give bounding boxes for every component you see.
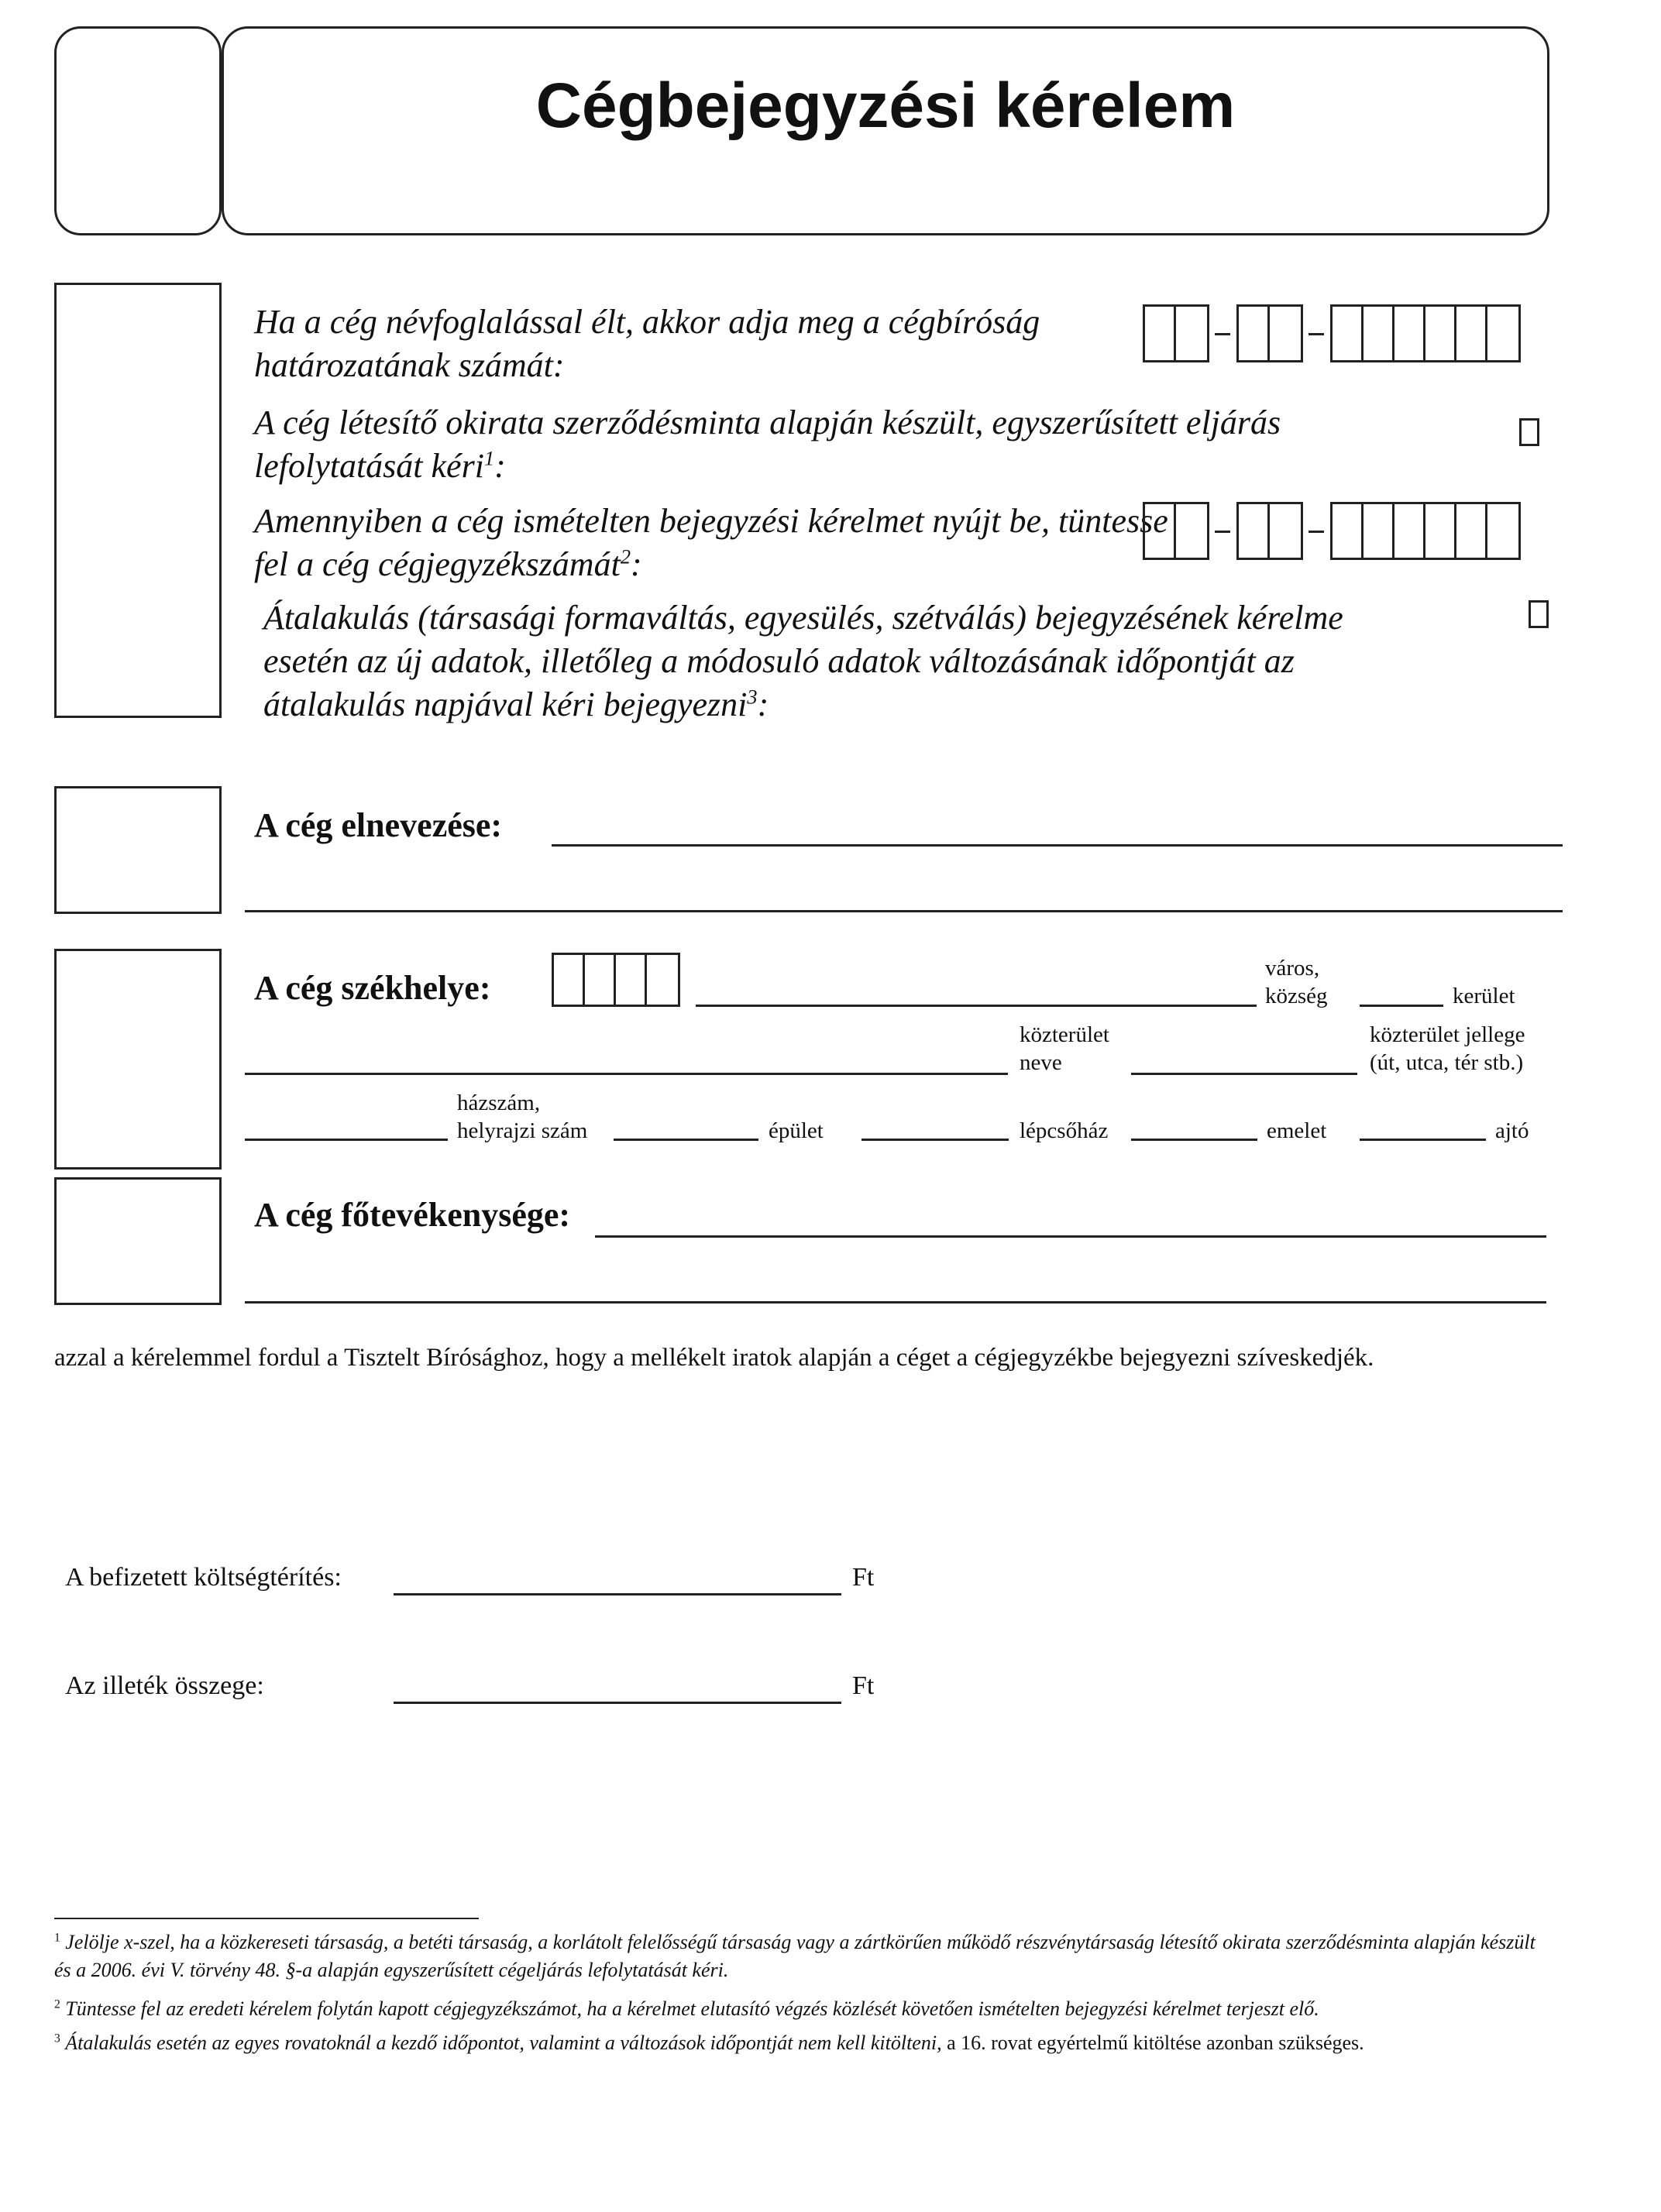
footnote-2 — [54, 1995, 1549, 2023]
city-label-line2: község — [1265, 984, 1328, 1008]
simplified-procedure-question — [254, 401, 1370, 488]
district-label: kerület — [1453, 984, 1515, 1008]
footnote-3-text-italic: Átalakulás esetén az egyes rovatoknál a kezdő időpontot, valamint a változások időpontját nem kell kitölteni, — [65, 2032, 942, 2054]
dash — [1215, 333, 1230, 335]
dash — [1309, 333, 1324, 335]
footnote-1-text: Jelölje x-szel, ha a közkereseti társaság, a betéti társaság, a korlátolt felelősségű társaság vagy a zártkörűen működő részvénytársaság létesítő okirata szerződésminta alapján készült és a 2006. évi V. törvény 48. §-a alapján egyszerűsített cégeljárás lefolytatását kéri. — [54, 1931, 1535, 1981]
city-label-line1: város, — [1265, 956, 1320, 981]
street-type-label-line1: közterület jellege — [1370, 1022, 1525, 1047]
cost-currency: Ft — [852, 1563, 875, 1592]
street-type-label — [1370, 1021, 1525, 1077]
house-number-label — [457, 1089, 587, 1145]
registry-number-group1[interactable] — [1143, 502, 1209, 560]
city-label — [1265, 954, 1328, 1010]
cost-line[interactable] — [394, 1593, 841, 1595]
section1-side-box — [54, 283, 222, 718]
street-name-label — [1020, 1021, 1109, 1077]
footnote-ref-1: 1 — [483, 446, 495, 470]
colon: : — [631, 545, 642, 583]
footnote-2-number: 2 — [54, 1997, 60, 2011]
street-type-line[interactable] — [1131, 1073, 1357, 1075]
reservation-number-group1[interactable] — [1143, 304, 1209, 362]
house-number-line[interactable] — [245, 1139, 448, 1141]
repeated-registration-text: Amennyiben a cég ismételten bejegyzési kérelmet nyújt be, tüntesse fel a cég cégjegyzékszámát — [254, 502, 1168, 583]
footnote-2-text: Tüntesse fel az eredeti kérelem folytán kapott cégjegyzékszámot, ha a kérelmet elutasító végzés közlését követően ismételten bejegyzési kérelmet terjeszt elő. — [65, 1997, 1319, 2020]
city-line[interactable] — [696, 1005, 1257, 1007]
company-name-line1[interactable] — [552, 844, 1563, 847]
page-title: Cégbejegyzési kérelem — [535, 70, 1236, 141]
footnote-ref-2: 2 — [620, 544, 631, 568]
transformation-text: Átalakulás (társasági formaváltás, egyesülés, szétválás) bejegyzésének kérelme esetén az új adatok, illetőleg a módosuló adatok változásának időpontját az átalakulás napjával kéri bejegyezni — [263, 599, 1343, 723]
district-line[interactable] — [1360, 1005, 1443, 1007]
colon: : — [494, 447, 506, 485]
cost-label: A befizetett költségtérítés: — [65, 1563, 342, 1592]
dash — [1215, 531, 1230, 533]
footnote-separator — [54, 1918, 479, 1919]
duty-line[interactable] — [394, 1702, 841, 1704]
company-seat-label: A cég székhelye: — [254, 969, 491, 1007]
colon: : — [757, 685, 769, 723]
footnote-3-text-normal: a 16. rovat egyértelmű kitöltése azonban szükséges. — [947, 2032, 1364, 2054]
postal-code-cells[interactable] — [552, 953, 680, 1007]
street-type-label-line2: (út, utca, tér stb.) — [1370, 1050, 1524, 1075]
header-side-box — [54, 26, 222, 235]
footnote-3 — [54, 2029, 1549, 2057]
main-activity-line2[interactable] — [245, 1301, 1546, 1304]
duty-label: Az illeték összege: — [65, 1671, 264, 1700]
footnote-1-number: 1 — [54, 1931, 60, 1945]
house-number-label-line1: házszám, — [457, 1091, 541, 1115]
footnote-3-number: 3 — [54, 2032, 60, 2045]
floor-label: emelet — [1267, 1118, 1327, 1143]
street-name-label-line2: neve — [1020, 1050, 1062, 1075]
stair-label: lépcsőház — [1020, 1118, 1109, 1143]
name-side-box — [54, 786, 222, 914]
floor-line[interactable] — [1131, 1139, 1257, 1141]
activity-side-box — [54, 1177, 222, 1305]
seat-side-box — [54, 949, 222, 1170]
reservation-number-group2[interactable] — [1236, 304, 1303, 362]
footnote-ref-3: 3 — [747, 685, 758, 709]
registry-number-group3[interactable] — [1330, 502, 1521, 560]
door-line[interactable] — [1360, 1139, 1486, 1141]
house-number-label-line2: helyrajzi szám — [457, 1118, 588, 1143]
simplified-procedure-text: A cég létesítő okirata szerződésminta alapján készült, egyszerűsített eljárás lefolytatását kéri — [254, 404, 1281, 485]
company-name-reservation-question: Ha a cég névfoglalással élt, akkor adja meg a cégbíróság határozatának számát: — [254, 303, 1040, 384]
street-name-label-line1: közterület — [1020, 1022, 1109, 1047]
duty-currency: Ft — [852, 1671, 875, 1700]
reservation-number-group3[interactable] — [1330, 304, 1521, 362]
company-name-label: A cég elnevezése: — [254, 806, 503, 844]
simplified-procedure-checkbox[interactable] — [1519, 418, 1539, 446]
street-name-line[interactable] — [245, 1073, 1008, 1075]
company-name-line2[interactable] — [245, 910, 1563, 912]
main-activity-line1[interactable] — [595, 1235, 1546, 1238]
main-activity-label: A cég főtevékenysége: — [254, 1196, 571, 1234]
dash — [1309, 531, 1324, 533]
building-line[interactable] — [614, 1139, 758, 1141]
door-label: ajtó — [1495, 1118, 1529, 1143]
registry-number-group2[interactable] — [1236, 502, 1303, 560]
repeated-registration-question — [254, 500, 1184, 586]
building-label: épület — [769, 1118, 824, 1143]
stair-line[interactable] — [861, 1139, 1009, 1141]
transformation-question — [263, 596, 1410, 726]
transformation-checkbox[interactable] — [1529, 600, 1549, 628]
request-text: azzal a kérelemmel fordul a Tisztelt Bírósághoz, hogy a mellékelt iratok alapján a céget a cégjegyzékbe bejegyezni szíveskedjék. — [54, 1344, 1374, 1372]
footnote-1 — [54, 1929, 1549, 1984]
